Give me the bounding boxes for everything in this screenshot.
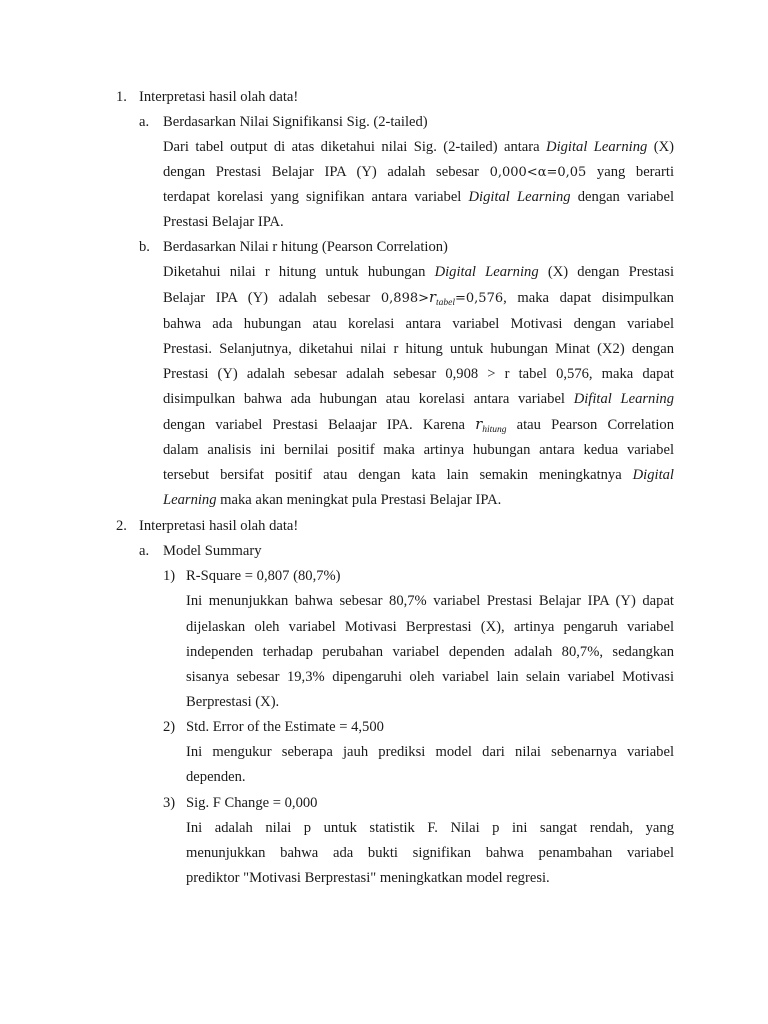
point-title: Sig. F Change = 0,000 bbox=[186, 795, 318, 811]
subitem-letter: b. bbox=[139, 239, 150, 255]
subitem-letter: a. bbox=[139, 114, 150, 130]
paragraph-line: dengan Prestasi Belajar IPA (Y) adalah sebesar 0,000<α=0,05 yang berarti bbox=[163, 164, 674, 180]
point-number: 2) bbox=[163, 719, 176, 735]
paragraph-line: bahwa ada hubungan atau korelasi antara variabel Motivasi dengan variabel bbox=[163, 316, 674, 332]
paragraph-line: Prestasi. Selanjutnya, diketahui nilai r hitung untuk hubungan Minat (X2) dengan bbox=[163, 341, 674, 357]
subitem-title: Berdasarkan Nilai r hitung (Pearson Correlation) bbox=[163, 239, 448, 255]
paragraph-line: prediktor "Motivasi Berprestasi" meningkatkan model regresi. bbox=[186, 870, 550, 886]
point-number: 3) bbox=[163, 795, 176, 811]
paragraph-line: Belajar IPA (Y) adalah sebesar $0,898>r_{tabel}=0,576$, maka dapat disimpulkan bbox=[163, 289, 674, 308]
paragraph-line: tersebut bersifat positif atau dengan kata lain semakin meningkatnya Digital bbox=[163, 467, 674, 483]
math-expression: 0,000<α=0,05 bbox=[489, 165, 587, 180]
paragraph-line: disimpulkan bahwa ada hubungan atau korelasi antara variabel Difital Learning bbox=[163, 391, 674, 407]
subitem-letter: a. bbox=[139, 543, 150, 559]
item-number: 2. bbox=[116, 518, 127, 534]
paragraph-line: Prestasi (Y) adalah sebesar adalah sebesar 0,908 > r tabel 0,576, maka dapat bbox=[163, 366, 674, 382]
point-number: 1) bbox=[163, 568, 176, 584]
paragraph-line: sisanya sebesar 19,3% dipengaruhi oleh variabel lain selain variabel Motivasi bbox=[186, 669, 674, 685]
subitem-title: Berdasarkan Nilai Signifikansi Sig. (2-tailed) bbox=[163, 114, 428, 130]
paragraph-line: dijelaskan oleh variabel Motivasi Berprestasi (X), artinya pengaruh variabel bbox=[186, 619, 674, 635]
paragraph-line: Dari tabel output di atas diketahui nilai Sig. (2-tailed) antara Digital Learning (X) bbox=[163, 139, 674, 155]
point-title: Std. Error of the Estimate = 4,500 bbox=[186, 719, 384, 735]
paragraph-line: dependen. bbox=[186, 769, 246, 785]
paragraph-line: Prestasi Belajar IPA. bbox=[163, 214, 284, 230]
paragraph-line: Diketahui nilai r hitung untuk hubungan Digital Learning (X) dengan Prestasi bbox=[163, 264, 675, 280]
paragraph-line: dengan variabel Prestasi Belaajar IPA. Karena $r_{hitung}$ atau Pearson Correlation bbox=[163, 416, 674, 435]
paragraph-line: terdapat korelasi yang signifikan antara variabel Digital Learning dengan variabel bbox=[163, 189, 674, 205]
point-title: R-Square = 0,807 (80,7%) bbox=[186, 568, 341, 584]
paragraph-line: independen terhadap perubahan variabel dependen adalah 80,7%, sedangkan bbox=[186, 644, 674, 660]
paragraph-line: menunjukkan bahwa ada bukti signifikan bahwa penambahan variabel bbox=[186, 845, 674, 861]
math-expression: $r_{hitung}$ bbox=[475, 416, 507, 435]
paragraph-line: Ini mengukur seberapa jauh prediksi model dari nilai sebenarnya variabel bbox=[186, 744, 674, 760]
paragraph-line: Berprestasi (X). bbox=[186, 694, 280, 710]
paragraph-line: Ini menunjukkan bahwa sebesar 80,7% variabel Prestasi Belajar IPA (Y) dapat bbox=[186, 593, 674, 609]
item-title: Interpretasi hasil olah data! bbox=[139, 518, 299, 534]
paragraph-line: Ini adalah nilai p untuk statistik F. Nilai p ini sangat rendah, yang bbox=[186, 820, 674, 836]
item-number: 1. bbox=[116, 89, 127, 105]
paragraph-line: Learning maka akan meningkat pula Prestasi Belajar IPA. bbox=[163, 492, 502, 508]
math-expression: $0,898>r_{tabel}=0,576$ bbox=[380, 289, 504, 308]
subitem-title: Model Summary bbox=[163, 543, 262, 559]
paragraph-line: dalam analisis ini bernilai positif maka artinya hubungan antara kedua variabel bbox=[163, 442, 674, 458]
item-title: Interpretasi hasil olah data! bbox=[139, 89, 299, 105]
